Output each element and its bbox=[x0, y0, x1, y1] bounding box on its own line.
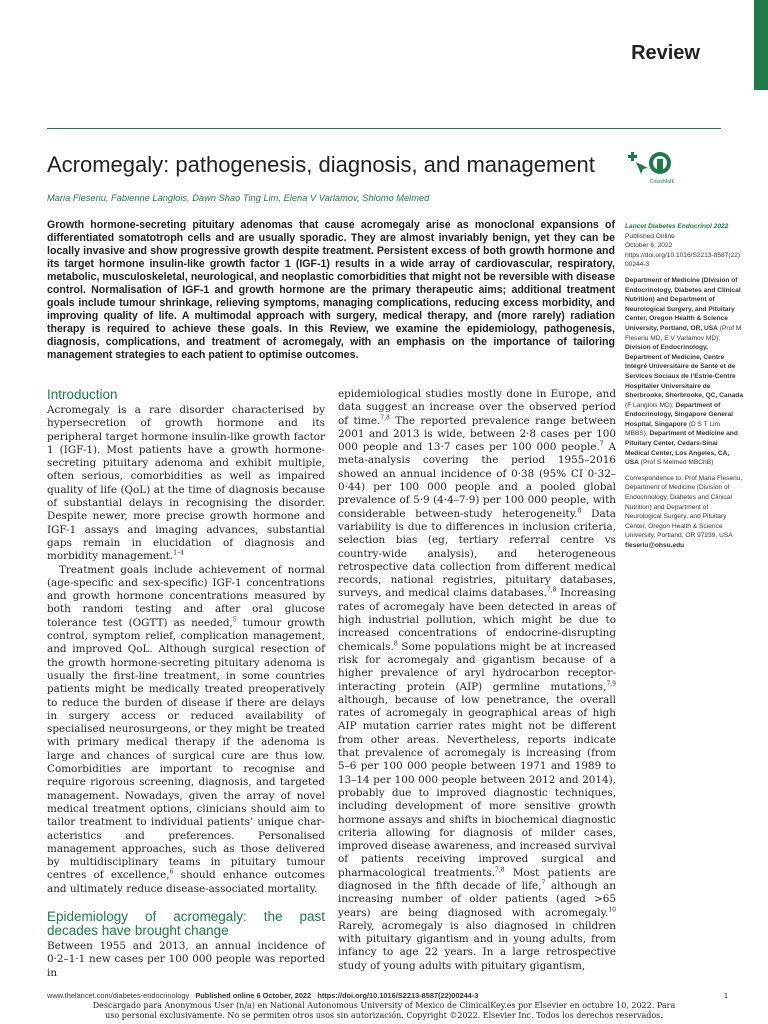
text-run: Some populations might be at increased risk for acromegaly and gigantism because of a higher prevalence of aryl hydrocarbon receptor-interacting protein (AIP) germline mutations, bbox=[338, 640, 616, 693]
text-run: although, because of low penetrance, the overall rates of acromegaly in geographical areas of high AIP mutation carrier rates might not be different from other areas. Nevertheless, reports indicate that prevalence of acromegaly is increasing (from 5–6 per 100 000 people between 1971 and 1989 to 13–14 per 100 000 people between 2012 and 2014), probably due to improved diagnostic techniques, including development of more sensitive growth hormone assays and shifts in biochemical diagnostic criteria allowing for diagnosis of milder cases, improved disease awareness, and increased survival of patients receiving improved surgical and pharmacological treatments. bbox=[338, 693, 616, 879]
text-run: Most patients are diagnosed in the fifth decade of life, bbox=[338, 866, 616, 892]
published-label: Published Online bbox=[625, 232, 675, 240]
section-color-tab bbox=[754, 0, 768, 90]
text-run: Rarely, acromegaly is also diagnosed in children with pituitary gigantism and in young adults, from infancy to age 22 years. In a large retrospective study of young adults with pituitary gigantism, bbox=[338, 919, 616, 972]
ref[interactable]: 1–4 bbox=[173, 549, 184, 557]
ref[interactable]: 8 bbox=[577, 507, 582, 515]
body-column-left bbox=[47, 388, 325, 980]
text-run: epidemiological studies mostly done in Europe, and data suggest an increase over the observed period of time. bbox=[338, 388, 616, 427]
disclaimer-line-1: Descargado para Anonymous User (n/a) en National Autonomous University of Mexico de ClinicalKey.es por Elsevier en octubre 10, 2022. Para bbox=[92, 1001, 676, 1010]
doi-link[interactable]: https://doi.org/10.1016/S2213-8587(22)00244-3 bbox=[625, 251, 741, 269]
affiliation-3-authors: (D S T Lim MBBS); bbox=[625, 420, 721, 438]
ref[interactable]: 5 bbox=[232, 616, 237, 624]
affiliation-1-authors: (Prof M Fleseriu MD, E V Varlamov MD); bbox=[625, 324, 742, 342]
header-rule bbox=[47, 128, 721, 129]
footer-doi[interactable]: https://doi.org/10.1016/S2213-8587(22)00244-3 bbox=[317, 991, 479, 1000]
sidebar-notes bbox=[625, 222, 743, 557]
text-run: although an increasing number of older patients (aged >65 years) are being diagnosed with acromegaly. bbox=[338, 879, 616, 919]
correspondence: Correspondence to: Prof Maria Fleseriu, Department of Medicine (Division of Endocrinology, Diabetes and Clinical Nutrition) and Department of Neurological Surgery, and Pituitary Center, Oregon Health & Science University, Portland, OR 97239, USA bbox=[625, 474, 743, 540]
paragraph-1: Acromegaly is a rare disorder characterised by hypersecretion of growth hormone and its peripheral target hormone insulin-like growth factor 1 (IGF-1). Most patients have a growth hormone-secreting pituitary adenoma and exhibit multiple, often serious, comorbidities as well as impaired quality of life (QoL) at the time of diagnosis because of substantial delays in recognising the disorder. Despite newer, more precise growth hormone and IGF-1 assays and imaging advances, substantial gaps remain in elucidation of diagnosis and morbidity management. bbox=[47, 404, 325, 563]
paragraph-2b: tumour growth control, symptom relief, complication management, and improved QoL. Although surgical resection of the growth hormone-secreting pituitary adenoma is usually the first-line treatment, in some countries patients might be medically treated preoperatively to reduce the burden of disease if there are delays in surgery access or reduced availability of specialised neurosurgeons, or they might be treated with primary medical therapy if the adenoma is large and chances of surgical cure are thus low. Comorbidities are important to recognise and require rigorous screening, diagnosis, and targeted management. Nowadays, given the array of novel medical treatment options, clinicians should aim to tailor treatment to individual patients’ unique characteristics and preferences. Personalised management approaches, such as those delivered by multidisciplinary teams in pituitary tumour centres of excellence, bbox=[47, 616, 325, 882]
ref[interactable]: 8 bbox=[393, 640, 398, 648]
disclaimer-line-2: uso personal exclusivamente. No se permiten otros usos sin autorización. Copyright ©2022. Elsevier Inc. Todos los derechos reservados. bbox=[105, 1010, 663, 1020]
ref[interactable]: 7,8 bbox=[380, 414, 390, 422]
paragraph-3: Between 1955 and 2013, an annual incidence of 0·2–1·1 new cases per 100 000 people was reported in bbox=[47, 939, 325, 979]
ref[interactable]: 7,8 bbox=[495, 866, 505, 874]
affiliation-3: Department of Endocrinology, Singapore General Hospital, Singapore bbox=[625, 401, 733, 428]
affiliation-1: Department of Medicine (Division of Endocrinology, Diabetes and Clinical Nutrition) and Department of Neurological Surgery, and Pituitary Center, Oregon Health & Science University, Portland, OR, USA bbox=[625, 276, 741, 332]
paragraph-2c: should enhance outcomes and ultimately reduce disease-associated mortality. bbox=[47, 869, 325, 895]
crossmark-badge[interactable] bbox=[624, 148, 684, 186]
affiliation-4: Department of Medicine and Pituitary Center, Cedars-Sinai Medical Center, Los Angeles, CA, USA bbox=[625, 430, 738, 467]
page-number: 1 bbox=[723, 991, 728, 1000]
text-run: A meta-analysis covering the period 1955–2016 showed an annual incidence of 0·38 (95% CI 0·32–0·44) per 100 000 people and a pooled global prevalence of 5·9 (4·4–7·9) per 100 000 people, with considerable between-study heterogeneity. bbox=[338, 441, 616, 520]
author-list: Maria Fleseriu, Fabienne Langlois, Dawn Shao Ting Lim, Elena V Varlamov, Shlomo Melmed bbox=[47, 193, 430, 203]
journal-url[interactable]: www.thelancet.com/diabetes-endocrinology bbox=[47, 991, 190, 1000]
crossmark-label: CrossMark bbox=[649, 179, 675, 185]
text-run: Data variability is due to differences in inclusion criteria, selection bias (eg, tertiary referral centre vs country-wide analysis), and heterogeneous retrospective data collection from different medical records, national registries, pituitary databases, surveys, and medical claims databases. bbox=[338, 507, 617, 600]
affiliation-2-authors: (F Langlois MD); bbox=[625, 401, 674, 409]
download-disclaimer bbox=[0, 1001, 768, 1020]
ref[interactable]: 7,9 bbox=[606, 680, 616, 688]
affiliation-4-authors: (Prof S Melmed MBChB) bbox=[640, 459, 714, 467]
paragraph-2a: Treatment goals include achievement of normal (age-specific and sex-specific) IGF-1 concentrations and growth hormone concentrations measured by both random testing and after oral glucose tolerance test (OGTT) as needed, bbox=[47, 563, 325, 629]
text-run: Increasing rates of acromegaly have been detected in areas of high industrial pollution, which might be due to increased concentrations of endocrine-disrupting chemicals. bbox=[338, 587, 617, 653]
section-label: Review bbox=[631, 42, 700, 64]
article-title: Acromegaly: pathogenesis, diagnosis, and management bbox=[47, 152, 595, 177]
affiliation-2: Division of Endocrinology, Department of Medicine, Centre Intégré Universitaire de Santé et de Services Sociaux de l’Estrie-Centre Hospitalier Universitaire de Sherbrooke, Sherbrooke, QC, Canada bbox=[625, 344, 743, 400]
heading-epidemiology: Epidemiology of acromegaly: the past decades have brought change bbox=[47, 908, 325, 938]
publication-note: Published online 6 October, 2022 bbox=[195, 991, 312, 1000]
abstract: Growth hormone-secreting pituitary adenomas that cause acromegaly arise as monoclonal expansions of differentiated somatotroph cells and are usually sporadic. They are almost invariably benign, yet they can be locally invasive and show progressive growth despite treatment. Persistent excess of both growth hormone and its target hormone insulin-like growth factor 1 (IGF-1) results in a wide array of cardiovascular, respiratory, metabolic, musculoskeletal, neurological, and neoplastic comorbidities that might not be reversible with disease control. Normalisation of IGF-1 and growth hormone are the primary therapeutic aims; additional treatment goals include tumour shrinkage, relieving symptoms, managing complications, reducing excess morbidity, and improving quality of life. A multimodal approach with surgery, medical therapy, and (more rarely) radiation therapy is required to achieve these goals. In this Review, we examine the epidemiology, pathogenesis, diagnosis, complications, and treatment of acromegaly, with an emphasis on the importance of tailoring management strategies to each patient to optimise outcomes. bbox=[47, 219, 615, 361]
ref[interactable]: 7 bbox=[541, 879, 546, 887]
text-run: The reported prevalence range between 2001 and 2013 is wide, between 2·8 cases per 100 000 people and 13·7 cases per 100 000 people. bbox=[338, 414, 616, 454]
email-link[interactable]: fleseriu@ohsu.edu bbox=[625, 542, 685, 549]
ref[interactable]: 6 bbox=[169, 868, 174, 876]
page-footer bbox=[47, 991, 478, 1000]
body-column-right bbox=[338, 388, 616, 973]
heading-introduction: Introduction bbox=[47, 387, 118, 402]
ref[interactable]: 10 bbox=[608, 906, 616, 914]
published-date: October 6, 2022 bbox=[625, 242, 673, 250]
crossmark-icon bbox=[624, 148, 684, 186]
ref[interactable]: 7,8 bbox=[546, 586, 557, 594]
journal-citation: Lancet Diabetes Endocrinol 2022 bbox=[625, 223, 729, 230]
ref[interactable]: 7 bbox=[599, 440, 604, 448]
